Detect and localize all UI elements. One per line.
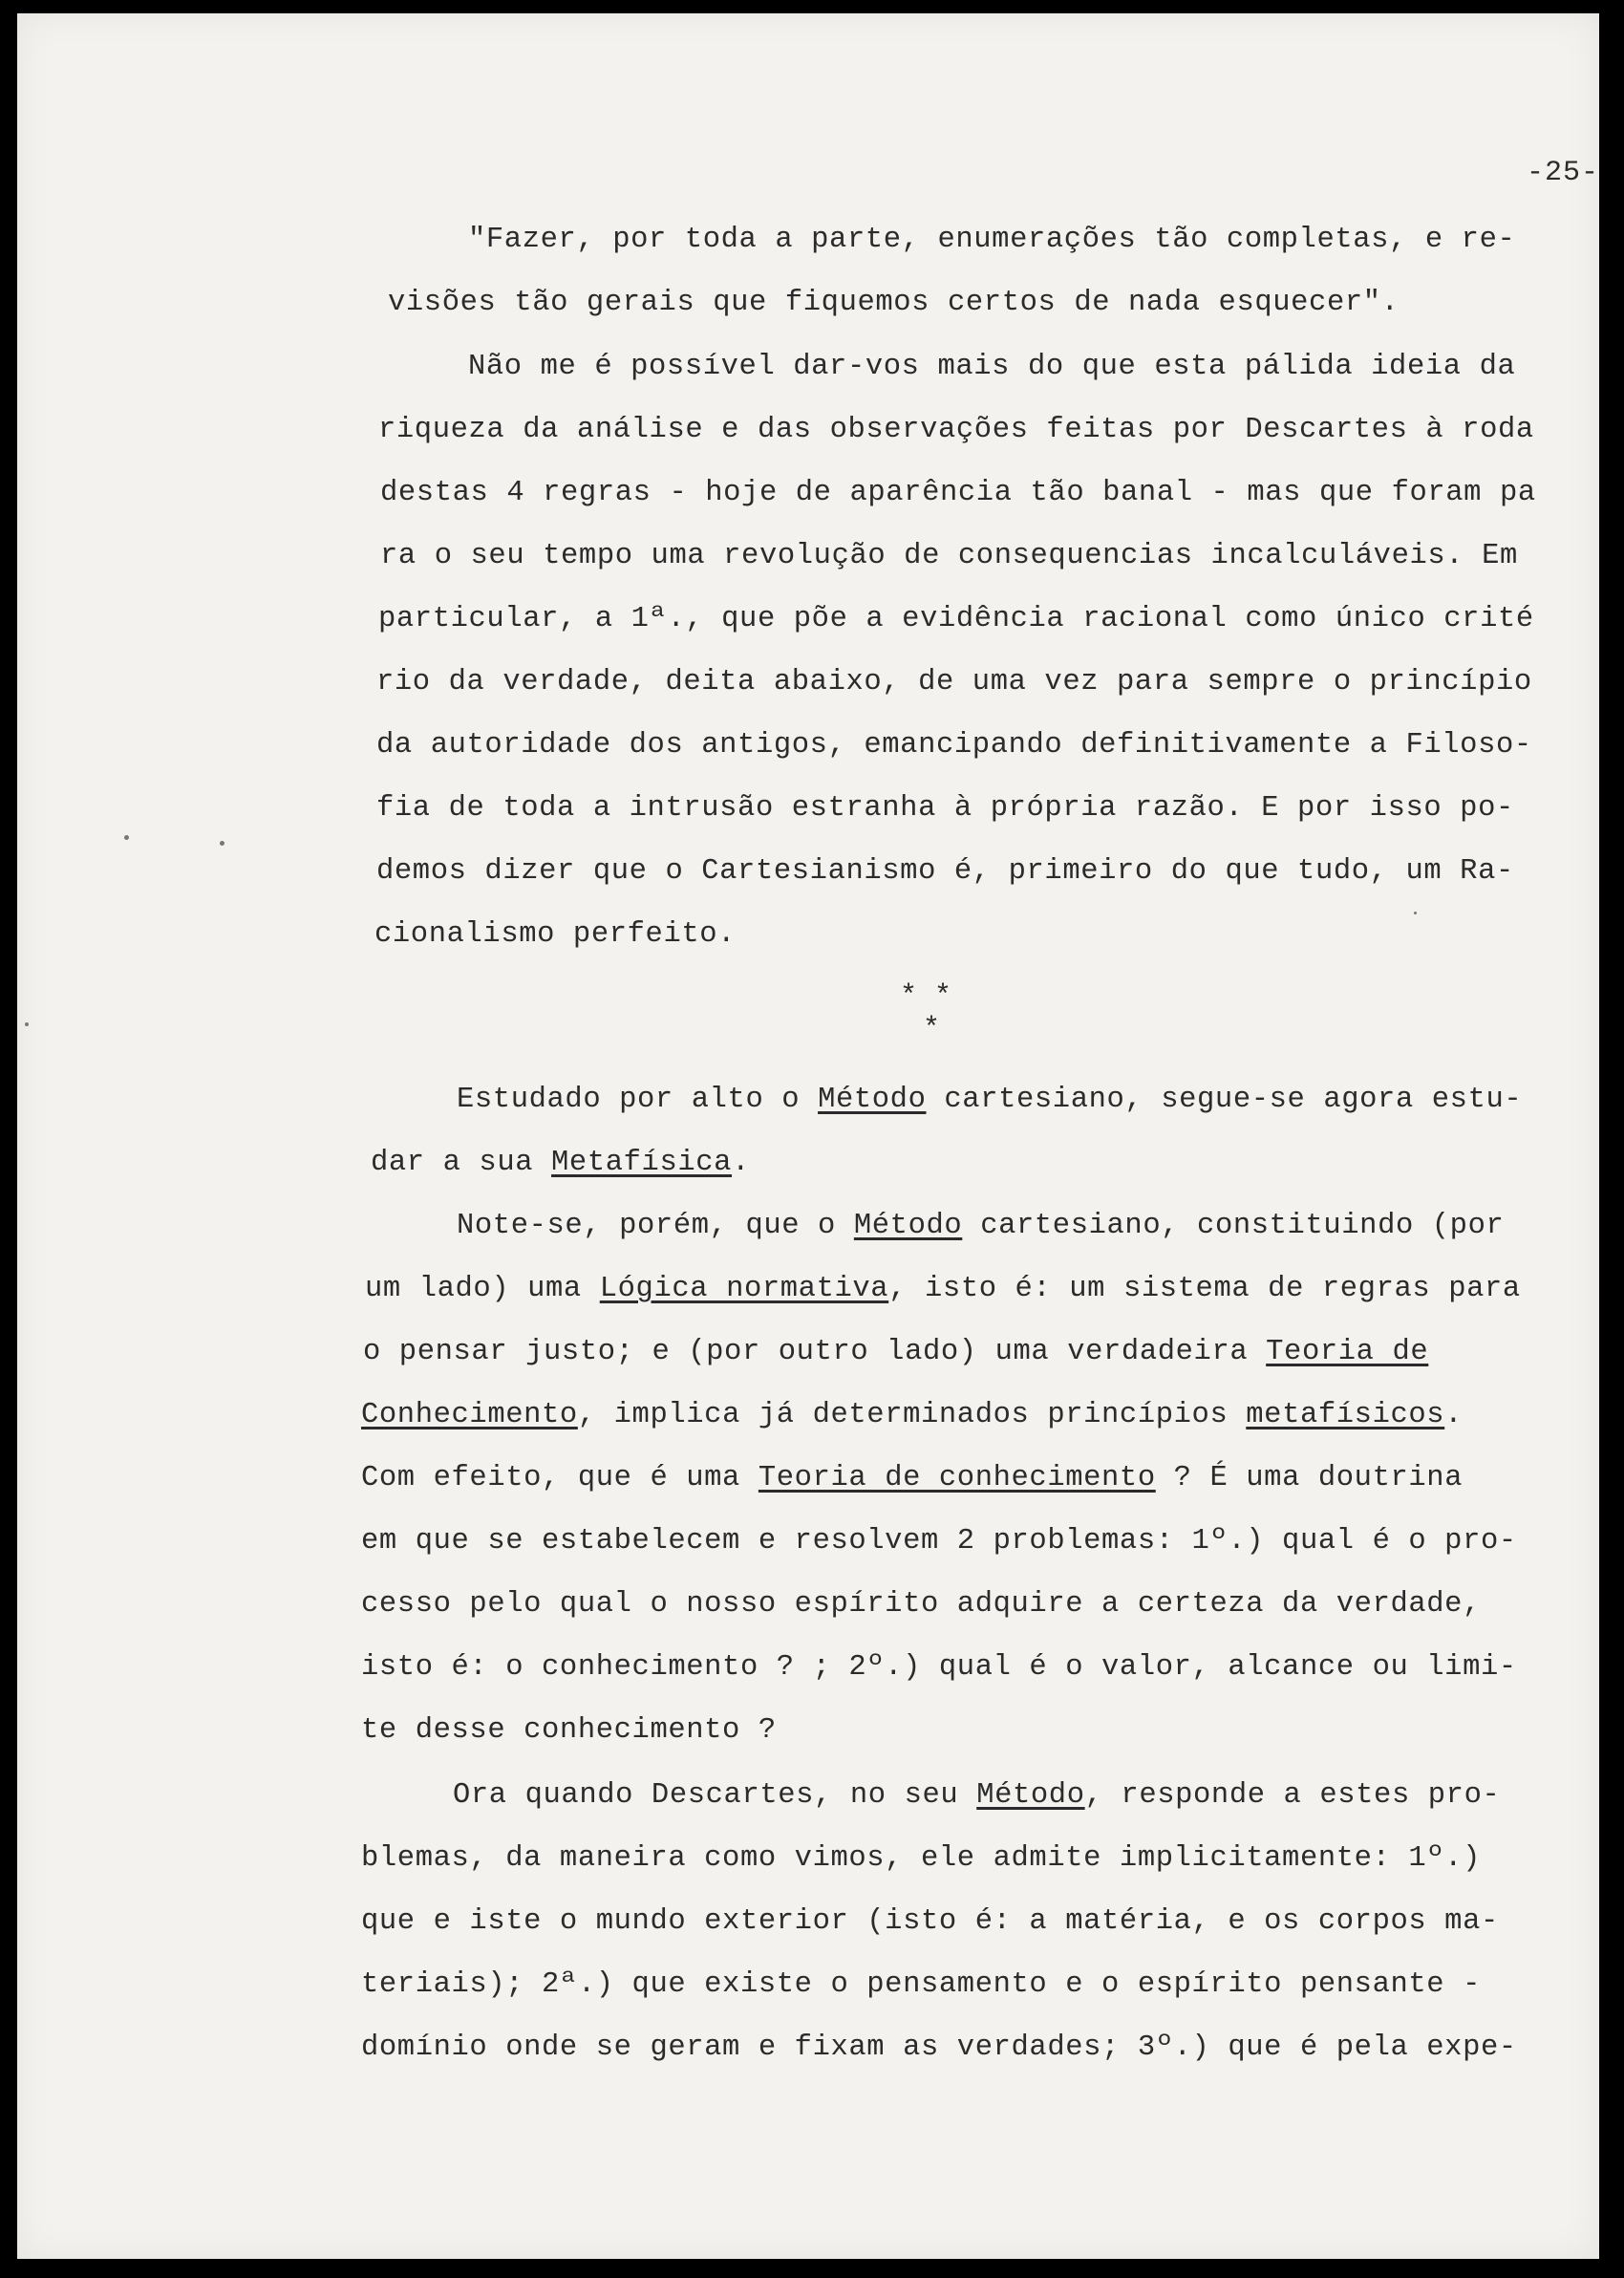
text-line: da autoridade dos antigos, emancipando definitivamente a Filoso-	[376, 729, 1532, 762]
text-line: dar a sua Metafísica.	[371, 1147, 750, 1179]
underlined-term: Teoria de conhecimento	[758, 1462, 1156, 1494]
page-number: -25-	[1527, 157, 1600, 189]
text-line: Com efeito, que é uma Teoria de conhecimento ? É uma doutrina	[361, 1462, 1464, 1494]
underlined-term: Conhecimento	[361, 1399, 578, 1431]
text-line: blemas, da maneira como vimos, ele admite implicitamente: 1º.)	[361, 1842, 1481, 1875]
text-line: isto é: o conhecimento ? ; 2º.) qual é o valor, alcance ou limi-	[361, 1651, 1517, 1684]
text-line: Conhecimento, implica já determinados princípios metafísicos.	[361, 1399, 1464, 1431]
text-line: destas 4 regras - hoje de aparência tão banal - mas que foram pa	[380, 477, 1536, 509]
text-line: Não me é possível dar-vos mais do que esta pálida ideia da	[468, 351, 1516, 383]
text-line: um lado) uma Lógica normativa, isto é: um sistema de regras para	[365, 1273, 1521, 1305]
underlined-term: Método	[818, 1084, 927, 1116]
text-line: em que se estabelecem e resolvem 2 problemas: 1º.) qual é o pro-	[361, 1525, 1517, 1558]
text-line: Note-se, porém, que o Método cartesiano, constituindo (por	[457, 1210, 1505, 1242]
scan-speck	[25, 1022, 29, 1026]
scan-speck	[124, 835, 129, 840]
text-line: demos dizer que o Cartesianismo é, primeiro do que tudo, um Ra-	[376, 855, 1514, 888]
separator-stars-bottom: *	[923, 1013, 941, 1045]
text-line: "Fazer, por toda a parte, enumerações tão completas, e re-	[468, 224, 1516, 256]
text-line: particular, a 1ª., que põe a evidência racional como único crité	[378, 603, 1534, 635]
underlined-term: Lógica normativa	[599, 1273, 889, 1305]
text-line: cionalismo perfeito.	[374, 918, 737, 951]
text-line: visões tão gerais que fiquemos certos de nada esquecer".	[388, 287, 1400, 319]
text-line: te desse conhecimento ?	[361, 1714, 777, 1747]
document-page	[17, 13, 1599, 2259]
text-line: fia de toda a intrusão estranha à própria razão. E por isso po-	[376, 792, 1514, 825]
text-line: Ora quando Descartes, no seu Método, responde a estes pro-	[453, 1779, 1501, 1812]
underlined-term: Metafísica	[551, 1147, 733, 1179]
text-line: Estudado por alto o Método cartesiano, segue-se agora estu-	[457, 1084, 1523, 1116]
text-line: que e iste o mundo exterior (isto é: a matéria, e os corpos ma-	[361, 1905, 1499, 1938]
text-line: rio da verdade, deita abaixo, de uma vez para sempre o princípio	[376, 666, 1532, 698]
scan-speck	[220, 841, 224, 846]
text-line: riqueza da análise e das observações feitas por Descartes à roda	[378, 414, 1534, 446]
underlined-term: metafísicos	[1246, 1399, 1445, 1431]
text-line: teriais); 2ª.) que existe o pensamento e o espírito pensante -	[361, 1968, 1481, 2001]
underlined-term: Método	[853, 1210, 963, 1242]
text-line: domínio onde se geram e fixam as verdades; 3º.) que é pela expe-	[361, 2031, 1517, 2064]
underlined-term: Teoria de	[1266, 1336, 1429, 1368]
scan-speck	[1414, 912, 1417, 914]
text-line: o pensar justo; e (por outro lado) uma verdadeira Teoria de	[363, 1336, 1429, 1368]
separator-stars-top: * *	[900, 980, 952, 1013]
text-line: cesso pelo qual o nosso espírito adquire a certeza da verdade,	[361, 1588, 1481, 1621]
underlined-term: Método	[976, 1779, 1085, 1812]
text-line: ra o seu tempo uma revolução de consequencias incalculáveis. Em	[380, 540, 1518, 572]
